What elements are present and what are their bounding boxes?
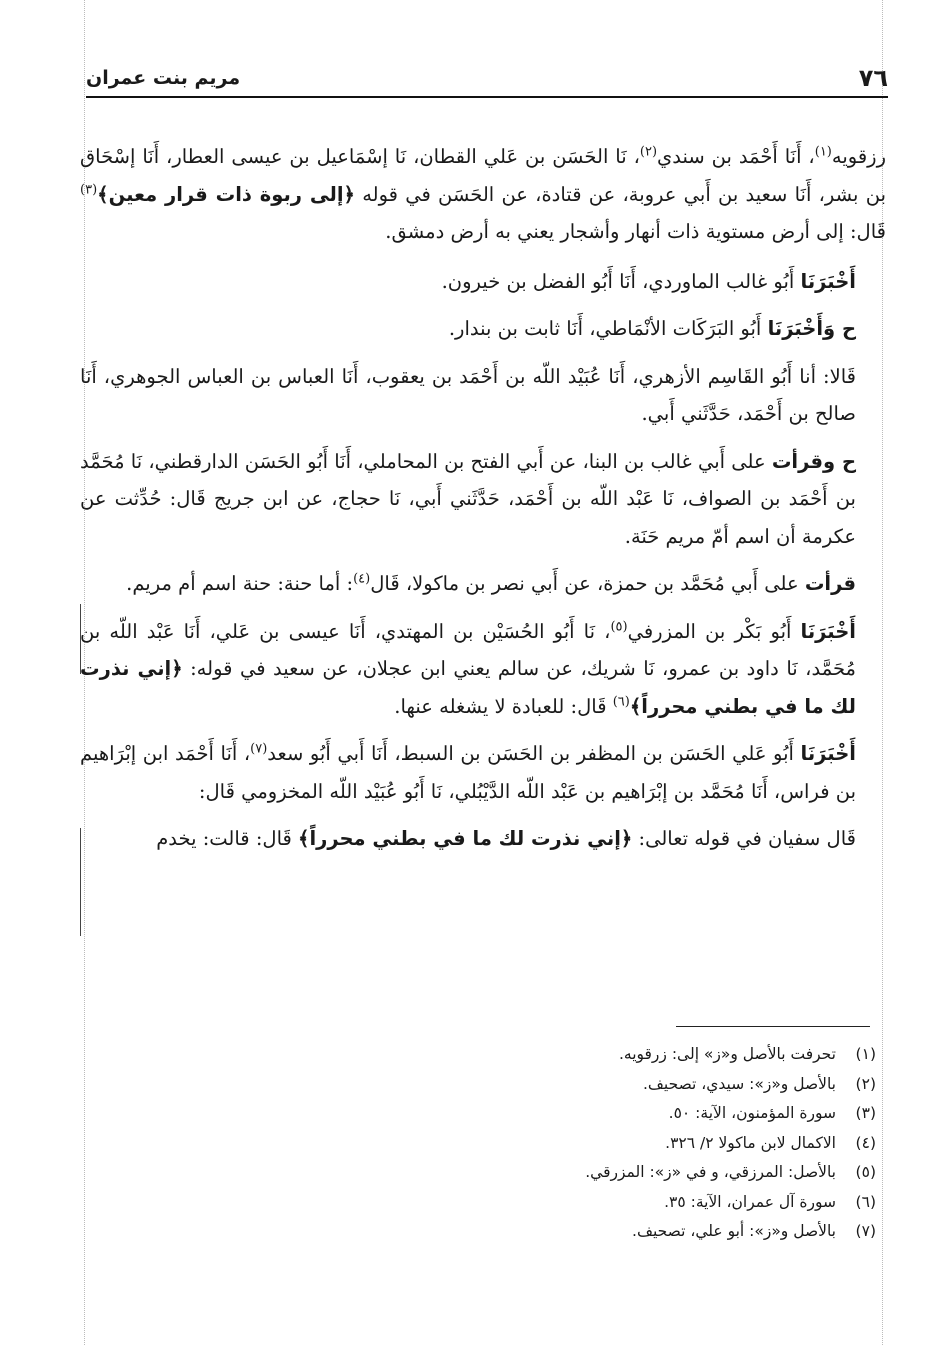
paragraph — [80, 735, 886, 810]
footnote-number: (٣) — [855, 1104, 876, 1122]
chain-lead-word: وَأَخْبَرَنَا — [767, 317, 836, 340]
paragraph — [80, 613, 886, 726]
footnote-text: بالأصل و«ز»: أبو علي، تصحيف. — [632, 1222, 836, 1240]
footnote-text: تحرفت بالأصل و«ز» إلى: زرقويه. — [618, 1045, 836, 1063]
ha-marker: ح — [835, 317, 856, 340]
text-run: ، أَنَا أَحْمَد بن سندي — [657, 145, 815, 168]
chain-lead-word: وقرأت — [771, 449, 836, 473]
text-run: أَبُو بَكْر بن المزرفي — [627, 619, 801, 643]
text-run: قَال سفيان في قوله تعالى: — [632, 827, 856, 850]
footnote-text: سورة المؤمنون، الآية: ٥٠. — [668, 1104, 836, 1122]
footnote-separator — [676, 1026, 870, 1027]
quran-quote: ﴿إلى ربوة ذات قرار معين﴾ — [97, 182, 355, 206]
text-run: قَال: قالت: يخدم — [156, 827, 299, 850]
text-run: قَال: إلى أرض مستوية ذات أنهار وأشجار يعني به أرض دمشق. — [385, 220, 886, 243]
text-run: رزقويه — [831, 145, 886, 168]
quran-quote: ﴿إني نذرت لك ما في بطني محرراً﴾ — [80, 657, 856, 718]
paragraph — [80, 310, 886, 348]
text-run: قَال: للعبادة لا يشغله عنها. — [394, 694, 613, 718]
chain-lead-word: أَخْبَرَنَا — [800, 619, 856, 643]
footnote — [456, 1040, 876, 1070]
footnote — [456, 1188, 876, 1218]
text-run: ، أَنَا أَحْمَد ابن إبْرَاهيم بن فراس، أَنَا مُحَمَّد بن إبْرَاهيم بن عَبْد اللّه الدَّيْبُلي، نَا أَبُو عُبَيْد اللّه المخزومي قَال: — [80, 742, 856, 803]
text-run: على أَبي غالب بن البنا، عن أَبي الفتح بن المحاملي، أَنَا أَبُو الحَسَن الدارقطني، نَا مُحَمَّد بن أَحْمَد بن الصواف، نَا عَبْد اللّه بن أَحْمَد، حَدَّثَني أَبي، نَا حجاج، عن ابن جريج قَال: حُدِّثت عن عكرمة أن اسم أمّ مريم حَنَة. — [80, 449, 856, 548]
footnotes — [456, 1040, 876, 1247]
footnote-ref: (٧) — [250, 741, 268, 757]
footnote-text: الاكمال لابن ماكولا ٢/ ٣٢٦. — [665, 1133, 836, 1152]
paragraph — [80, 358, 886, 433]
footnote-ref: (٦) — [612, 694, 630, 709]
chain-lead-word: أَخْبَرَنَا — [800, 742, 856, 765]
paragraph — [80, 263, 886, 301]
footnote-ref: (١) — [814, 144, 832, 160]
footnote-number: (١) — [855, 1045, 876, 1063]
text-run: أَبُو عَلي الحَسَن بن المظفر بن الحَسَن بن السبط، أَنَا أَبي أَبُو سعد — [267, 742, 801, 765]
chain-lead-word: قرأت — [804, 572, 856, 595]
footnote-number: (٢) — [855, 1074, 876, 1093]
paragraph — [80, 565, 886, 603]
page-number: ٧٦ — [858, 64, 888, 92]
margin-bar — [80, 828, 81, 936]
margin-bar — [80, 604, 81, 674]
ha-marker: ح — [835, 449, 856, 473]
chain-lead-word: أَخْبَرَنَا — [800, 269, 856, 293]
quran-quote: ﴿إني نذرت لك ما في بطني محرراً﴾ — [298, 827, 633, 850]
footnote — [456, 1070, 876, 1100]
text-run: ، نَا أَبُو الحُسَيْن بن المهتدي، أَنَا عيسى بن عَلي، أَنَا عَبْد اللّه بن مُحَمَّد، نَا داود بن عمرو، نَا شريك، عن سالم يعني ابن عجلان، عن سعيد في قوله: — [80, 619, 856, 680]
footnote-number: (٥) — [855, 1163, 876, 1181]
footnote — [456, 1158, 876, 1188]
footnote — [456, 1129, 876, 1159]
text-run: : أما حنة: حنة اسم أم مريم. — [126, 572, 354, 595]
text-run: ، نَا الحَسَن بن عَلي القطان، نَا إسْمَاعيل بن عيسى العطار، أَنَا إسْحَاق بن بشر، أَنَا سعيد بن أَبي عروبة، عن قتادة، عن الحَسَن في قوله — [80, 145, 886, 206]
footnote — [456, 1099, 876, 1129]
text-run: أَبُو البَرَكَات الأنْمَاطي، أَنَا ثابت بن بندار. — [448, 317, 768, 340]
footnote-text: سورة آل عمران، الآية: ٣٥. — [664, 1192, 836, 1211]
footnote-ref: (٢) — [639, 144, 658, 160]
footnote-number: (٦) — [855, 1192, 876, 1211]
paragraph — [80, 443, 886, 556]
running-header — [86, 60, 888, 98]
paragraph — [80, 820, 886, 858]
footnote-ref: (٤) — [353, 571, 371, 587]
footnote-text: بالأصل و«ز»: سيدي، تصحيف. — [642, 1074, 836, 1093]
footnote-number: (٤) — [855, 1133, 876, 1152]
footnote-text: بالأصل: المرزقي، و في «ز»: المزرقي. — [585, 1163, 836, 1181]
running-title: مريم بنت عمران — [86, 67, 241, 89]
footnote-number: (٧) — [855, 1222, 876, 1240]
text-run: قَالا: أنا أَبُو القَاسِم الأزهري، أَنَا عُبَيْد اللّه بن أَحْمَد بن يعقوب، أَنَا العباس بن العباس الجوهري، أَنَا صالح بن أَحْمَد، حَدَّثَني أَبي. — [80, 364, 856, 425]
main-text — [80, 138, 886, 868]
footnote — [456, 1217, 876, 1247]
footnote-ref: (٥) — [610, 619, 628, 634]
text-run: أَبُو غالب الماوردي، أَنَا أَبُو الفضل بن خيرون. — [441, 269, 801, 293]
text-run: على أَبي مُحَمَّد بن حمزة، عن أَبي نصر بن ماكولا، قَال — [370, 572, 805, 595]
footnote-ref: (٣) — [80, 182, 98, 197]
paragraph — [80, 138, 886, 251]
